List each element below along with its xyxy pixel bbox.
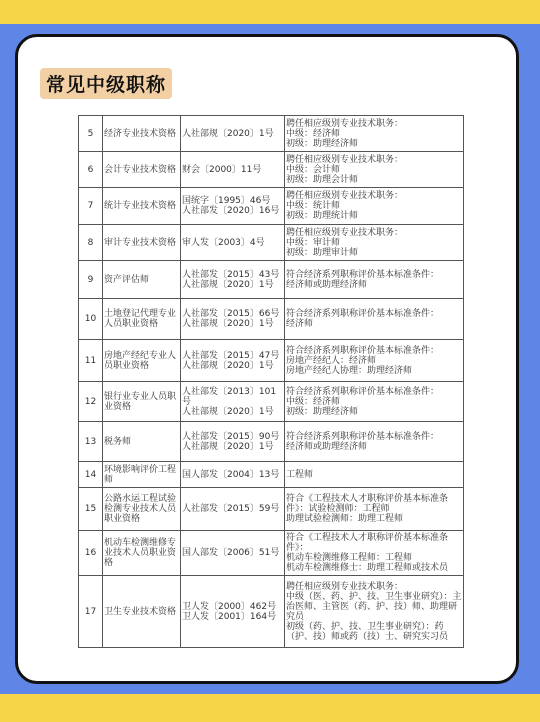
title-correspondence xyxy=(285,116,464,152)
document-line: 人社部规〔2020〕1号 xyxy=(182,128,274,139)
description-line: 符合经济系列职称评价基本标准条件： xyxy=(286,431,440,442)
document-number xyxy=(181,299,285,340)
document-number xyxy=(181,116,285,152)
document-line: 人社部发〔2015〕66号 xyxy=(182,309,280,319)
description-line: 初级：助理会计师 xyxy=(286,174,359,185)
description-line: 聘任相应级别专业技术职务： xyxy=(286,118,404,129)
table-row xyxy=(79,116,464,152)
document-number xyxy=(181,152,285,188)
title-correspondence xyxy=(285,488,464,531)
row-number: 15 xyxy=(79,488,103,531)
description-line: 符合经济系列职称评价基本标准条件： xyxy=(286,309,440,319)
description-line: 聘任相应级别专业技术职务： xyxy=(286,154,404,165)
title-correspondence xyxy=(285,261,464,299)
qualification-name: 土地登记代理专业人员职业资格 xyxy=(103,299,181,340)
qualification-name: 资产评估师 xyxy=(103,261,181,299)
description-line: 工程师 xyxy=(286,469,314,480)
row-number: 10 xyxy=(79,299,103,340)
document-number xyxy=(181,462,285,488)
qualification-name: 环境影响评价工程师 xyxy=(103,462,181,488)
description-line: 经济师或助理经济师 xyxy=(286,279,368,290)
description-line: 符合经济系列职称评价基本标准条件： xyxy=(286,345,440,356)
description-line: 聘任相应级别专业技术职务： xyxy=(286,227,404,238)
qualification-table xyxy=(78,115,464,648)
title-correspondence xyxy=(285,576,464,648)
description-line: 符合《工程技术人才职称评价基本标准条件》：试验检测师：工程师 xyxy=(286,494,449,514)
description-line: 中级（医、药、护、技、卫生事业研究）：主治医师、主管医（药、护、技）师、助理研究员 xyxy=(286,591,462,622)
document-line: 审人发〔2003〕4号 xyxy=(182,237,265,248)
document-line: 人社部发〔2013〕101号 xyxy=(182,386,277,407)
document-line: 人社部规〔2020〕1号 xyxy=(182,406,274,417)
row-number: 14 xyxy=(79,462,103,488)
title-correspondence xyxy=(285,382,464,422)
document-line: 人社部发〔2015〕43号 xyxy=(182,269,280,280)
qualification-name: 税务师 xyxy=(103,422,181,462)
document-number xyxy=(181,488,285,531)
qualification-name: 房地产经纪专业人员职业资格 xyxy=(103,340,181,382)
table-row xyxy=(79,261,464,299)
document-line: 人社部规〔2020〕1号 xyxy=(182,360,274,371)
description-line: 符合《工程技术人才职称评价基本标准条件》： xyxy=(286,533,449,553)
document-number xyxy=(181,531,285,576)
title-correspondence xyxy=(285,188,464,225)
table-row xyxy=(79,422,464,462)
qualification-name: 卫生专业技术资格 xyxy=(103,576,181,648)
document-line: 人社部发〔2020〕16号 xyxy=(182,206,280,216)
row-number: 9 xyxy=(79,261,103,299)
row-number: 17 xyxy=(79,576,103,648)
row-number: 12 xyxy=(79,382,103,422)
document-line: 人社部发〔2015〕90号 xyxy=(182,431,280,442)
document-line: 人社部发〔2015〕47号 xyxy=(182,350,280,361)
description-line: 机动车检测维修士：助理工程师或技术员 xyxy=(286,563,449,573)
qualification-name: 会计专业技术资格 xyxy=(103,152,181,188)
row-number: 7 xyxy=(79,188,103,225)
row-number: 16 xyxy=(79,531,103,576)
table-row xyxy=(79,340,464,382)
table-row xyxy=(79,488,464,531)
qualification-name: 公路水运工程试验检测专业技术人员职业资格 xyxy=(103,488,181,531)
description-line: 房地产经纪人：经济师 xyxy=(286,355,377,366)
title-correspondence xyxy=(285,225,464,261)
document-line: 人社部发〔2015〕59号 xyxy=(182,504,280,514)
document-number xyxy=(181,225,285,261)
title-correspondence xyxy=(285,422,464,462)
description-line: 房地产经纪人协理：助理经济师 xyxy=(286,365,413,376)
description-line: 初级：助理审计师 xyxy=(286,247,359,258)
description-line: 初级：助理经济师 xyxy=(286,406,359,417)
row-number: 6 xyxy=(79,152,103,188)
table-row xyxy=(79,152,464,188)
description-line: 初级：助理统计师 xyxy=(286,211,359,221)
document-number xyxy=(181,382,285,422)
description-line: 机动车检测维修工程师：工程师 xyxy=(286,553,413,563)
qualification-name: 经济专业技术资格 xyxy=(103,116,181,152)
row-number: 8 xyxy=(79,225,103,261)
description-line: 符合经济系列职称评价基本标准条件： xyxy=(286,386,440,397)
title-correspondence xyxy=(285,340,464,382)
description-line: 聘任相应级别专业技术职务： xyxy=(286,581,404,592)
document-number xyxy=(181,188,285,225)
description-line: 初级：助理经济师 xyxy=(286,138,359,149)
description-line: 经济师或助理经济师 xyxy=(286,441,368,452)
row-number: 13 xyxy=(79,422,103,462)
table-row xyxy=(79,225,464,261)
title-correspondence xyxy=(285,299,464,340)
document-line: 卫人发〔2001〕164号 xyxy=(182,611,277,622)
document-line: 卫人发〔2000〕462号 xyxy=(182,601,277,612)
document-number xyxy=(181,576,285,648)
description-line: 中级：经济师 xyxy=(286,128,341,139)
row-number: 11 xyxy=(79,340,103,382)
table-row xyxy=(79,531,464,576)
title-correspondence xyxy=(285,531,464,576)
table-row xyxy=(79,299,464,340)
document-number xyxy=(181,422,285,462)
table-row xyxy=(79,382,464,422)
title-correspondence xyxy=(285,462,464,488)
table-row xyxy=(79,462,464,488)
table-body xyxy=(79,116,464,648)
page-title: 常见中级职称 xyxy=(40,68,172,99)
title-correspondence xyxy=(285,152,464,188)
document-line: 人社部规〔2020〕1号 xyxy=(182,279,274,290)
qualification-name: 银行业专业人员职业资格 xyxy=(103,382,181,422)
description-line: 聘任相应级别专业技术职务： xyxy=(286,191,404,201)
description-line: 中级：统计师 xyxy=(286,201,341,211)
description-line: 中级：经济师 xyxy=(286,396,341,407)
document-line: 国人部发〔2004〕13号 xyxy=(182,469,280,480)
document-line: 人社部规〔2020〕1号 xyxy=(182,441,274,452)
document-line: 国人部发〔2006〕51号 xyxy=(182,548,280,558)
description-line: 经济师 xyxy=(286,319,314,329)
document-number xyxy=(181,340,285,382)
table-row xyxy=(79,576,464,648)
qualification-name: 机动车检测维修专业技术人员职业资格 xyxy=(103,531,181,576)
description-line: 助理试验检测师：助理工程师 xyxy=(286,514,404,524)
document-number xyxy=(181,261,285,299)
table-row xyxy=(79,188,464,225)
description-line: 中级：审计师 xyxy=(286,237,341,248)
description-line: 初级（药、护、技、卫生事业研究）：药（护、技）师或药（技）士、研究实习员 xyxy=(286,621,449,642)
document-line: 财会〔2000〕11号 xyxy=(182,164,262,175)
qualification-name: 统计专业技术资格 xyxy=(103,188,181,225)
description-line: 符合经济系列职称评价基本标准条件： xyxy=(286,269,440,280)
document-line: 国统字〔1995〕46号 xyxy=(182,196,271,206)
row-number: 5 xyxy=(79,116,103,152)
document-line: 人社部规〔2020〕1号 xyxy=(182,319,274,329)
qualification-name: 审计专业技术资格 xyxy=(103,225,181,261)
description-line: 中级：会计师 xyxy=(286,164,341,175)
